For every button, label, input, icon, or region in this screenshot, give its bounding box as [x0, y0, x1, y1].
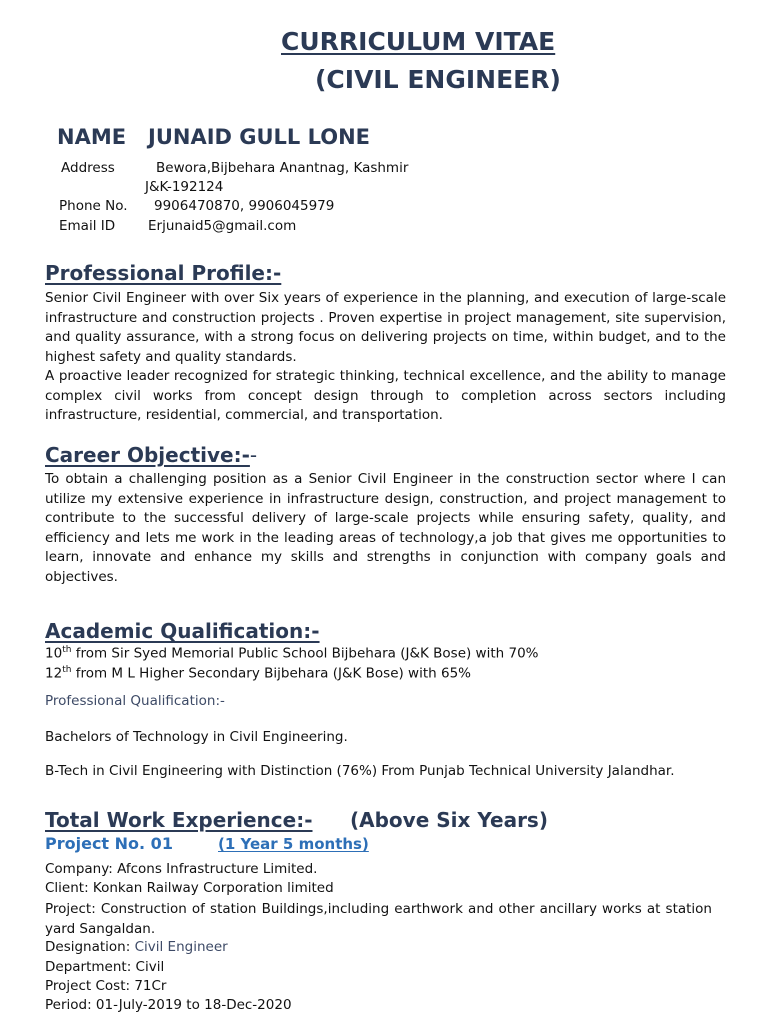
- professional-qualification-heading: Professional Qualification:-: [45, 693, 225, 709]
- academic-line-10th: [45, 645, 539, 662]
- academic-line-12th: [45, 665, 471, 682]
- designation-label: Designation:: [45, 939, 135, 955]
- objective-heading-tail: -: [249, 443, 258, 467]
- academic-heading: Academic Qualification:-: [45, 619, 320, 643]
- profile-paragraph-1: Senior Civil Engineer with over Six years of experience in the planning, and execution of large-scale infrastructure and construction projects . Proven expertise in project management, site supervision, and quality assurance, with a strong focus on delivering projects on time, within budget, and to the highest safety and quality standards.: [45, 290, 726, 365]
- project-number: Project No. 01: [45, 834, 173, 853]
- grade-10: 10: [45, 645, 63, 662]
- objective-heading: [45, 443, 257, 467]
- address-label: Address: [61, 160, 115, 176]
- name-label: NAME: [57, 125, 127, 149]
- btech-line: B-Tech in Civil Engineering with Distinction (76%) From Punjab Technical University Jalandhar.: [45, 763, 675, 779]
- profile-paragraph-2: A proactive leader recognized for strategic thinking, technical excellence, and the ability to manage complex civil works from concept design through to completion across sectors including infrastructure, residential, commercial, and transportation.: [45, 368, 726, 423]
- address-line-1: Bewora,Bijbehara Anantnag, Kashmir: [156, 160, 409, 176]
- experience-duration: (Above Six Years): [350, 808, 548, 832]
- designation-value: Civil Engineer: [134, 939, 228, 955]
- degree-line: Bachelors of Technology in Civil Engineering.: [45, 729, 348, 745]
- project-department: Department: Civil: [45, 959, 165, 975]
- project-period: Period: 01-July-2019 to 18-Dec-2020: [45, 997, 292, 1013]
- grade-12-suffix: th: [62, 665, 72, 675]
- project-company: Company: Afcons Infrastructure Limited.: [45, 861, 318, 877]
- project-designation: [45, 939, 228, 955]
- project-description: Project: Construction of station Buildings,including earthwork and other ancillary works at station yard Sangaldan.: [45, 901, 712, 937]
- grade-10-suffix: th: [62, 645, 72, 655]
- grade-12: 12: [45, 665, 63, 682]
- email-value: Erjunaid5@gmail.com: [148, 218, 297, 234]
- cv-subtitle: (CIVIL ENGINEER): [315, 65, 561, 94]
- cv-title: CURRICULUM VITAE: [281, 27, 556, 56]
- profile-heading: Professional Profile:-: [45, 261, 282, 285]
- grade-12-detail: from M L Higher Secondary Bijbehara (J&K Bose) with 65%: [71, 665, 471, 682]
- grade-10-detail: from Sir Syed Memorial Public School Bijbehara (J&K Bose) with 70%: [71, 645, 539, 662]
- address-line-2: J&K-192124: [145, 179, 224, 195]
- experience-heading: Total Work Experience:-: [45, 808, 313, 832]
- project-cost: Project Cost: 71Cr: [45, 978, 167, 994]
- phone-value: 9906470870, 9906045979: [154, 198, 335, 214]
- objective-paragraph: To obtain a challenging position as a Senior Civil Engineer in the construction sector where I can utilize my extensive experience in infrastructure design, construction, and project management to contribute to the successful delivery of large-scale projects while ensuring safety, quality, and efficiency and lets me work in the leading areas of technology,a job that gives me opportunities to learn, innovate and enhance my skills and strengths in conjunction with company goals and objectives.: [45, 471, 726, 585]
- project-client: Client: Konkan Railway Corporation limited: [45, 880, 334, 896]
- project-duration: (1 Year 5 months): [218, 835, 369, 853]
- name-value: JUNAID GULL LONE: [148, 125, 371, 149]
- phone-label: Phone No.: [59, 198, 128, 214]
- email-label: Email ID: [59, 218, 116, 234]
- objective-heading-text: Career Objective:-: [45, 443, 250, 467]
